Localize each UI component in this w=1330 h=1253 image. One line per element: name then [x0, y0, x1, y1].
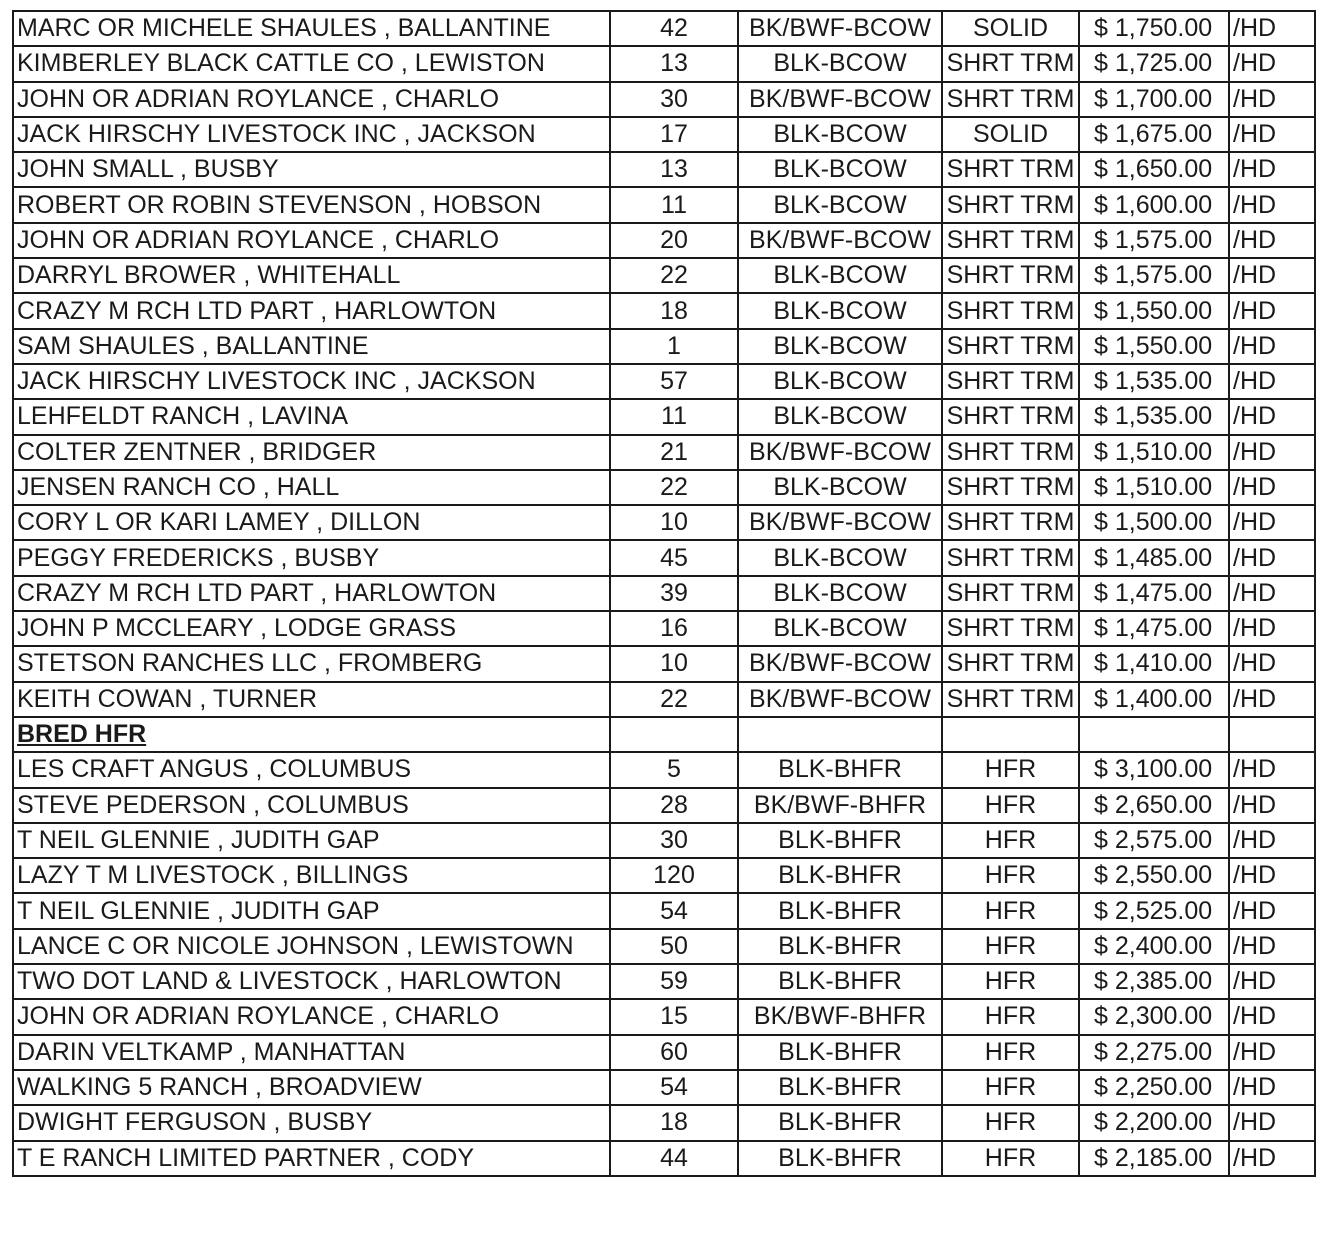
cattle-type-cell: BK/BWF-BCOW — [738, 682, 942, 717]
unit-cell: /HD — [1229, 258, 1315, 293]
table-row — [13, 540, 1315, 575]
head-count-cell: 15 — [610, 999, 738, 1034]
unit-cell: /HD — [1229, 435, 1315, 470]
head-count-cell: 13 — [610, 46, 738, 81]
class-cell: SOLID — [942, 117, 1079, 152]
unit-cell: /HD — [1229, 117, 1315, 152]
section-header-row — [13, 717, 1315, 752]
table-row — [13, 999, 1315, 1034]
table-row — [13, 788, 1315, 823]
price-cell: $ 1,650.00 — [1079, 152, 1229, 187]
table-row — [13, 1141, 1315, 1176]
consignor-cell: KIMBERLEY BLACK CATTLE CO , LEWISTON — [13, 46, 610, 81]
table-row — [13, 187, 1315, 222]
unit-cell: /HD — [1229, 540, 1315, 575]
empty-cell — [610, 717, 738, 752]
consignor-cell: WALKING 5 RANCH , BROADVIEW — [13, 1070, 610, 1105]
table-row — [13, 82, 1315, 117]
cattle-type-cell: BK/BWF-BHFR — [738, 788, 942, 823]
price-cell: $ 2,575.00 — [1079, 823, 1229, 858]
head-count-cell: 28 — [610, 788, 738, 823]
table-row — [13, 893, 1315, 928]
class-cell: SHRT TRM — [942, 682, 1079, 717]
unit-cell: /HD — [1229, 893, 1315, 928]
table-row — [13, 1105, 1315, 1140]
table-row — [13, 682, 1315, 717]
table-row — [13, 858, 1315, 893]
head-count-cell: 11 — [610, 399, 738, 434]
head-count-cell: 18 — [610, 293, 738, 328]
consignor-cell: PEGGY FREDERICKS , BUSBY — [13, 540, 610, 575]
cattle-type-cell: BLK-BCOW — [738, 293, 942, 328]
consignor-cell: T E RANCH LIMITED PARTNER , CODY — [13, 1141, 610, 1176]
cattle-type-cell: BLK-BCOW — [738, 540, 942, 575]
cattle-type-cell: BLK-BHFR — [738, 823, 942, 858]
price-cell: $ 1,575.00 — [1079, 258, 1229, 293]
class-cell: HFR — [942, 788, 1079, 823]
class-cell: SHRT TRM — [942, 399, 1079, 434]
consignor-cell: JACK HIRSCHY LIVESTOCK INC , JACKSON — [13, 117, 610, 152]
table-row — [13, 223, 1315, 258]
price-cell: $ 1,475.00 — [1079, 611, 1229, 646]
head-count-cell: 44 — [610, 1141, 738, 1176]
price-cell: $ 1,400.00 — [1079, 682, 1229, 717]
head-count-cell: 5 — [610, 752, 738, 787]
table-row — [13, 823, 1315, 858]
consignor-cell: LANCE C OR NICOLE JOHNSON , LEWISTOWN — [13, 929, 610, 964]
unit-cell: /HD — [1229, 329, 1315, 364]
head-count-cell: 120 — [610, 858, 738, 893]
price-cell: $ 1,510.00 — [1079, 470, 1229, 505]
cattle-type-cell: BLK-BHFR — [738, 858, 942, 893]
unit-cell: /HD — [1229, 752, 1315, 787]
unit-cell: /HD — [1229, 364, 1315, 399]
cattle-type-cell: BLK-BHFR — [738, 1070, 942, 1105]
class-cell: SHRT TRM — [942, 46, 1079, 81]
class-cell: SHRT TRM — [942, 576, 1079, 611]
class-cell: SHRT TRM — [942, 258, 1079, 293]
consignor-cell: JOHN OR ADRIAN ROYLANCE , CHARLO — [13, 999, 610, 1034]
unit-cell: /HD — [1229, 1105, 1315, 1140]
unit-cell: /HD — [1229, 46, 1315, 81]
price-cell: $ 1,600.00 — [1079, 187, 1229, 222]
unit-cell: /HD — [1229, 823, 1315, 858]
consignor-cell: JACK HIRSCHY LIVESTOCK INC , JACKSON — [13, 364, 610, 399]
class-cell: SHRT TRM — [942, 223, 1079, 258]
head-count-cell: 30 — [610, 82, 738, 117]
unit-cell: /HD — [1229, 223, 1315, 258]
consignor-cell: COLTER ZENTNER , BRIDGER — [13, 435, 610, 470]
price-cell: $ 1,510.00 — [1079, 435, 1229, 470]
unit-cell: /HD — [1229, 293, 1315, 328]
unit-cell: /HD — [1229, 646, 1315, 681]
head-count-cell: 54 — [610, 1070, 738, 1105]
table-row — [13, 964, 1315, 999]
head-count-cell: 50 — [610, 929, 738, 964]
table-row — [13, 329, 1315, 364]
cattle-type-cell: BLK-BCOW — [738, 576, 942, 611]
class-cell: SHRT TRM — [942, 329, 1079, 364]
cattle-type-cell: BLK-BHFR — [738, 929, 942, 964]
cattle-type-cell: BLK-BCOW — [738, 152, 942, 187]
head-count-cell: 39 — [610, 576, 738, 611]
unit-cell: /HD — [1229, 611, 1315, 646]
class-cell: HFR — [942, 752, 1079, 787]
price-cell: $ 1,550.00 — [1079, 293, 1229, 328]
section-label: BRED HFR — [13, 717, 610, 752]
consignor-cell: LES CRAFT ANGUS , COLUMBUS — [13, 752, 610, 787]
sales-results-table — [12, 10, 1316, 1177]
head-count-cell: 20 — [610, 223, 738, 258]
class-cell: SHRT TRM — [942, 646, 1079, 681]
consignor-cell: MARC OR MICHELE SHAULES , BALLANTINE — [13, 11, 610, 46]
table-row — [13, 258, 1315, 293]
head-count-cell: 10 — [610, 646, 738, 681]
head-count-cell: 22 — [610, 682, 738, 717]
cattle-type-cell: BLK-BCOW — [738, 258, 942, 293]
table-row — [13, 611, 1315, 646]
class-cell: HFR — [942, 1070, 1079, 1105]
head-count-cell: 17 — [610, 117, 738, 152]
table-row — [13, 1070, 1315, 1105]
price-cell: $ 1,535.00 — [1079, 364, 1229, 399]
table-row — [13, 646, 1315, 681]
unit-cell: /HD — [1229, 399, 1315, 434]
consignor-cell: JOHN P MCCLEARY , LODGE GRASS — [13, 611, 610, 646]
price-cell: $ 1,475.00 — [1079, 576, 1229, 611]
class-cell: SHRT TRM — [942, 540, 1079, 575]
price-cell: $ 2,200.00 — [1079, 1105, 1229, 1140]
table-row — [13, 1035, 1315, 1070]
unit-cell: /HD — [1229, 788, 1315, 823]
unit-cell: /HD — [1229, 929, 1315, 964]
table-row — [13, 364, 1315, 399]
consignor-cell: DARRYL BROWER , WHITEHALL — [13, 258, 610, 293]
cattle-type-cell: BK/BWF-BCOW — [738, 82, 942, 117]
head-count-cell: 10 — [610, 505, 738, 540]
cattle-type-cell: BK/BWF-BCOW — [738, 223, 942, 258]
consignor-cell: JOHN OR ADRIAN ROYLANCE , CHARLO — [13, 223, 610, 258]
consignor-cell: KEITH COWAN , TURNER — [13, 682, 610, 717]
consignor-cell: DWIGHT FERGUSON , BUSBY — [13, 1105, 610, 1140]
unit-cell: /HD — [1229, 82, 1315, 117]
price-cell: $ 2,400.00 — [1079, 929, 1229, 964]
cattle-type-cell: BLK-BCOW — [738, 399, 942, 434]
unit-cell: /HD — [1229, 1141, 1315, 1176]
price-cell: $ 2,550.00 — [1079, 858, 1229, 893]
head-count-cell: 22 — [610, 470, 738, 505]
price-cell: $ 2,185.00 — [1079, 1141, 1229, 1176]
class-cell: SHRT TRM — [942, 152, 1079, 187]
consignor-cell: TWO DOT LAND & LIVESTOCK , HARLOWTON — [13, 964, 610, 999]
price-cell: $ 2,275.00 — [1079, 1035, 1229, 1070]
cattle-type-cell: BLK-BCOW — [738, 329, 942, 364]
consignor-cell: DARIN VELTKAMP , MANHATTAN — [13, 1035, 610, 1070]
class-cell: HFR — [942, 1105, 1079, 1140]
consignor-cell: LEHFELDT RANCH , LAVINA — [13, 399, 610, 434]
cattle-type-cell: BLK-BCOW — [738, 117, 942, 152]
price-cell: $ 2,300.00 — [1079, 999, 1229, 1034]
price-cell: $ 1,535.00 — [1079, 399, 1229, 434]
class-cell: HFR — [942, 964, 1079, 999]
class-cell: HFR — [942, 929, 1079, 964]
cattle-type-cell: BLK-BCOW — [738, 364, 942, 399]
empty-cell — [1229, 717, 1315, 752]
cattle-type-cell: BLK-BHFR — [738, 964, 942, 999]
cattle-type-cell: BLK-BCOW — [738, 470, 942, 505]
table-row — [13, 505, 1315, 540]
head-count-cell: 60 — [610, 1035, 738, 1070]
unit-cell: /HD — [1229, 999, 1315, 1034]
consignor-cell: CORY L OR KARI LAMEY , DILLON — [13, 505, 610, 540]
head-count-cell: 45 — [610, 540, 738, 575]
unit-cell: /HD — [1229, 576, 1315, 611]
cattle-type-cell: BLK-BHFR — [738, 1105, 942, 1140]
class-cell: HFR — [942, 858, 1079, 893]
empty-cell — [942, 717, 1079, 752]
price-cell: $ 1,485.00 — [1079, 540, 1229, 575]
class-cell: HFR — [942, 1141, 1079, 1176]
table-row — [13, 399, 1315, 434]
table-row — [13, 46, 1315, 81]
unit-cell: /HD — [1229, 187, 1315, 222]
price-cell: $ 1,750.00 — [1079, 11, 1229, 46]
class-cell: HFR — [942, 999, 1079, 1034]
head-count-cell: 59 — [610, 964, 738, 999]
class-cell: SHRT TRM — [942, 611, 1079, 646]
table-row — [13, 576, 1315, 611]
head-count-cell: 18 — [610, 1105, 738, 1140]
unit-cell: /HD — [1229, 470, 1315, 505]
price-cell: $ 1,700.00 — [1079, 82, 1229, 117]
head-count-cell: 22 — [610, 258, 738, 293]
cattle-type-cell: BLK-BHFR — [738, 1141, 942, 1176]
price-cell: $ 2,385.00 — [1079, 964, 1229, 999]
class-cell: HFR — [942, 1035, 1079, 1070]
class-cell: SHRT TRM — [942, 293, 1079, 328]
sales-results-body — [13, 11, 1315, 1176]
unit-cell: /HD — [1229, 152, 1315, 187]
price-cell: $ 1,550.00 — [1079, 329, 1229, 364]
price-cell: $ 2,250.00 — [1079, 1070, 1229, 1105]
price-cell: $ 1,500.00 — [1079, 505, 1229, 540]
consignor-cell: T NEIL GLENNIE , JUDITH GAP — [13, 893, 610, 928]
consignor-cell: SAM SHAULES , BALLANTINE — [13, 329, 610, 364]
class-cell: HFR — [942, 893, 1079, 928]
cattle-type-cell: BLK-BCOW — [738, 611, 942, 646]
cattle-type-cell: BK/BWF-BHFR — [738, 999, 942, 1034]
cattle-type-cell: BK/BWF-BCOW — [738, 505, 942, 540]
unit-cell: /HD — [1229, 11, 1315, 46]
table-row — [13, 435, 1315, 470]
table-row — [13, 293, 1315, 328]
head-count-cell: 1 — [610, 329, 738, 364]
consignor-cell: CRAZY M RCH LTD PART , HARLOWTON — [13, 293, 610, 328]
cattle-type-cell: BK/BWF-BCOW — [738, 646, 942, 681]
consignor-cell: JENSEN RANCH CO , HALL — [13, 470, 610, 505]
head-count-cell: 16 — [610, 611, 738, 646]
cattle-type-cell: BLK-BHFR — [738, 752, 942, 787]
table-row — [13, 470, 1315, 505]
table-row — [13, 117, 1315, 152]
head-count-cell: 54 — [610, 893, 738, 928]
cattle-type-cell: BK/BWF-BCOW — [738, 435, 942, 470]
unit-cell: /HD — [1229, 682, 1315, 717]
head-count-cell: 42 — [610, 11, 738, 46]
consignor-cell: CRAZY M RCH LTD PART , HARLOWTON — [13, 576, 610, 611]
cattle-type-cell: BLK-BCOW — [738, 187, 942, 222]
consignor-cell: JOHN SMALL , BUSBY — [13, 152, 610, 187]
empty-cell — [738, 717, 942, 752]
cattle-type-cell: BLK-BCOW — [738, 46, 942, 81]
class-cell: SHRT TRM — [942, 435, 1079, 470]
class-cell: HFR — [942, 823, 1079, 858]
head-count-cell: 30 — [610, 823, 738, 858]
class-cell: SHRT TRM — [942, 364, 1079, 399]
unit-cell: /HD — [1229, 858, 1315, 893]
empty-cell — [1079, 717, 1229, 752]
table-row — [13, 152, 1315, 187]
price-cell: $ 1,725.00 — [1079, 46, 1229, 81]
class-cell: SHRT TRM — [942, 187, 1079, 222]
head-count-cell: 13 — [610, 152, 738, 187]
unit-cell: /HD — [1229, 964, 1315, 999]
price-cell: $ 2,650.00 — [1079, 788, 1229, 823]
consignor-cell: LAZY T M LIVESTOCK , BILLINGS — [13, 858, 610, 893]
unit-cell: /HD — [1229, 505, 1315, 540]
consignor-cell: STETSON RANCHES LLC , FROMBERG — [13, 646, 610, 681]
unit-cell: /HD — [1229, 1070, 1315, 1105]
price-cell: $ 1,410.00 — [1079, 646, 1229, 681]
price-cell: $ 2,525.00 — [1079, 893, 1229, 928]
class-cell: SOLID — [942, 11, 1079, 46]
table-row — [13, 11, 1315, 46]
class-cell: SHRT TRM — [942, 82, 1079, 117]
unit-cell: /HD — [1229, 1035, 1315, 1070]
table-row — [13, 752, 1315, 787]
consignor-cell: T NEIL GLENNIE , JUDITH GAP — [13, 823, 610, 858]
head-count-cell: 57 — [610, 364, 738, 399]
cattle-type-cell: BLK-BHFR — [738, 893, 942, 928]
price-cell: $ 3,100.00 — [1079, 752, 1229, 787]
class-cell: SHRT TRM — [942, 505, 1079, 540]
cattle-type-cell: BLK-BHFR — [738, 1035, 942, 1070]
head-count-cell: 21 — [610, 435, 738, 470]
head-count-cell: 11 — [610, 187, 738, 222]
consignor-cell: JOHN OR ADRIAN ROYLANCE , CHARLO — [13, 82, 610, 117]
class-cell: SHRT TRM — [942, 470, 1079, 505]
price-cell: $ 1,675.00 — [1079, 117, 1229, 152]
table-row — [13, 929, 1315, 964]
price-cell: $ 1,575.00 — [1079, 223, 1229, 258]
consignor-cell: STEVE PEDERSON , COLUMBUS — [13, 788, 610, 823]
cattle-type-cell: BK/BWF-BCOW — [738, 11, 942, 46]
consignor-cell: ROBERT OR ROBIN STEVENSON , HOBSON — [13, 187, 610, 222]
